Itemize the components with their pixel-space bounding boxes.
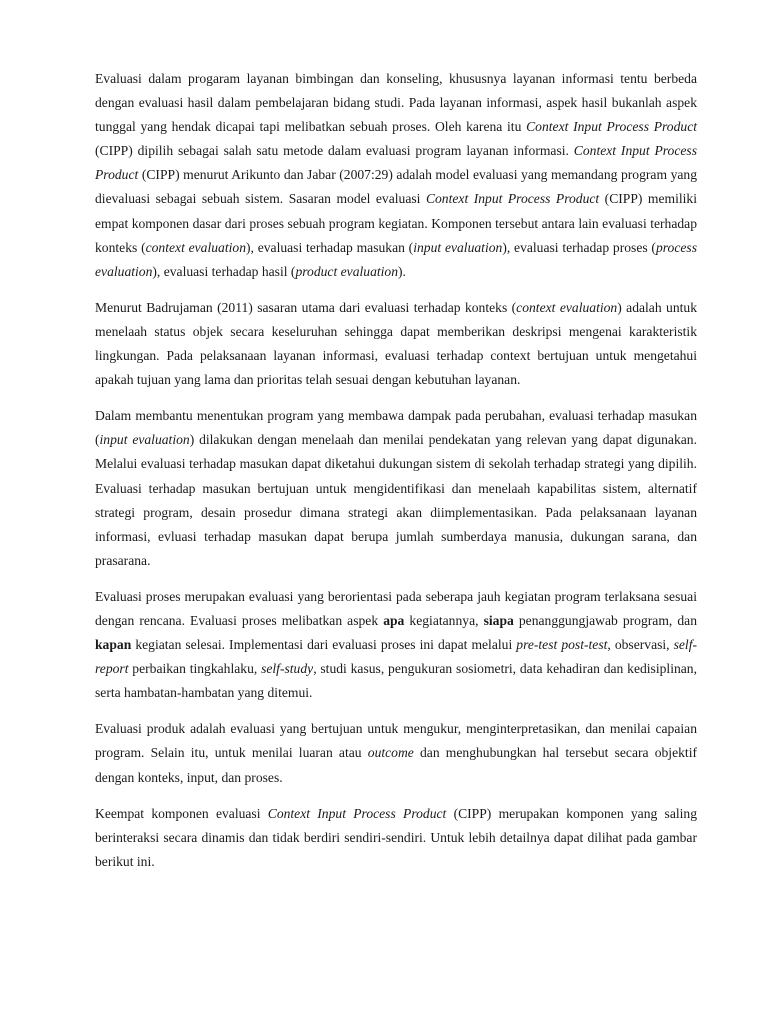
text-segment: perbaikan tingkahlaku, — [128, 661, 262, 677]
italic-text: Context Input Process Product — [526, 119, 697, 135]
italic-text: Context Input Process Product — [267, 805, 447, 821]
italic-text: context evaluation — [516, 299, 618, 315]
text-segment: (CIPP) menurut Arikunto dan Jabar (2007:29) adalah model evaluasi yang memandang program yang dievaluasi sebagai sebuah sistem. Sasaran model evaluasi — [95, 167, 697, 207]
text-segment: Dalam membantu menentukan program yang membawa dampak pada perubahan, evaluasi terhadap masukan ( — [95, 408, 697, 448]
text-segment: (CIPP) merupakan komponen yang saling berinteraksi secara dinamis dan tidak berdiri sendiri-sendiri. Untuk lebih detailnya dapat dilihat pada gambar berikut ini. — [95, 805, 698, 869]
italic-text: pre-test post-test — [516, 637, 608, 653]
bold-text: siapa — [483, 612, 514, 628]
text-segment: kegiatan selesai. Implementasi dari evaluasi proses ini dapat melalui — [131, 637, 517, 653]
italic-text: outcome — [367, 745, 414, 761]
italic-text: Context Input Process Product — [425, 191, 600, 207]
bold-text: kapan — [95, 637, 132, 653]
italic-text: input evaluation — [99, 432, 190, 448]
italic-text: self-study — [261, 661, 314, 677]
text-segment: Evaluasi proses merupakan evaluasi yang berorientasi pada seberapa jauh kegiatan program terlaksana sesuai dengan rencana. Evaluasi proses melibatkan aspek — [95, 588, 697, 628]
italic-text: self-report — [95, 637, 698, 677]
text-segment: , observasi, — [607, 637, 674, 653]
text-segment: dan menghubungkan hal tersebut secara objektif dengan konteks, input, dan proses. — [95, 745, 697, 785]
text-segment: Menurut Badrujaman (2011) sasaran utama dari evaluasi terhadap konteks ( — [95, 299, 517, 315]
text-segment: ), evaluasi terhadap hasil ( — [152, 263, 296, 279]
document-body — [95, 67, 697, 886]
paragraph — [95, 585, 697, 705]
text-segment: ) adalah untuk menelaah status objek secara keseluruhan sehingga dapat memberikan deskripsi mengenai karakteristik lingkungan. Pada pelaksanaan layanan informasi, evaluasi terhadap context bertujuan untuk mengetahui apakah tujuan yang lama dan prioritas telah sesuai dengan kebutuhan layanan. — [95, 299, 697, 388]
italic-text: context evaluation — [145, 239, 246, 255]
text-segment: Evaluasi produk adalah evaluasi yang bertujuan untuk mengukur, menginterpretasikan, dan menilai capaian program. Selain itu, untuk menilai luaran atau — [95, 721, 697, 761]
text-segment: , studi kasus, pengukuran sosiometri, data kehadiran dan kedisiplinan, serta hambatan-hambatan yang ditemui. — [95, 661, 697, 701]
paragraph — [95, 296, 697, 392]
text-segment: ), evaluasi terhadap masukan ( — [246, 239, 414, 255]
text-segment: Keempat komponen evaluasi — [95, 805, 268, 821]
text-segment: Evaluasi dalam progaram layanan bimbingan dan konseling, khususnya layanan informasi tentu berbeda dengan evaluasi hasil dalam pembelajaran bidang studi. Pada layanan informasi, aspek hasil bukanlah aspek tunggal yang hendak dicapai tapi melibatkan sebuah proses. Oleh karena itu — [95, 71, 697, 135]
text-segment: ). — [398, 263, 406, 279]
paragraph — [95, 67, 697, 284]
paragraph — [95, 717, 697, 789]
text-segment: (CIPP) memiliki empat komponen dasar dari proses sebuah program kegiatan. Komponen tersebut antara lain evaluasi terhadap konteks ( — [95, 191, 698, 255]
italic-text: Context Input Process Product — [95, 143, 697, 183]
paragraph — [95, 802, 697, 874]
text-segment: kegiatannya, — [404, 612, 484, 628]
italic-text: input evaluation — [413, 239, 503, 255]
text-segment: (CIPP) dipilih sebagai salah satu metode dalam evaluasi program layanan informasi. — [95, 143, 574, 159]
paragraph — [95, 404, 697, 573]
text-segment: penanggungjawab program, dan — [513, 612, 697, 628]
italic-text: product evaluation — [295, 263, 399, 279]
bold-text: apa — [383, 612, 405, 628]
text-segment: ) dilakukan dengan menelaah dan menilai pendekatan yang relevan yang dapat digunakan. Melalui evaluasi terhadap masukan dapat diketahui dukungan sistem di sekolah terhadap strategi yang dipilih. Evaluasi terhadap masukan bertujuan untuk mengidentifikasi dan menelaah kapabilitas sistem, alternatif strategi program, desain prosedur dimana strategi akan diimplementasikan. Pada pelaksanaan layanan informasi, evluasi terhadap masukan dapat berupa jumlah sumberdaya manusia, dukungan sarana, dan prasarana. — [95, 432, 697, 568]
italic-text: process evaluation — [95, 239, 697, 279]
text-segment: ), evaluasi terhadap proses ( — [502, 239, 656, 255]
